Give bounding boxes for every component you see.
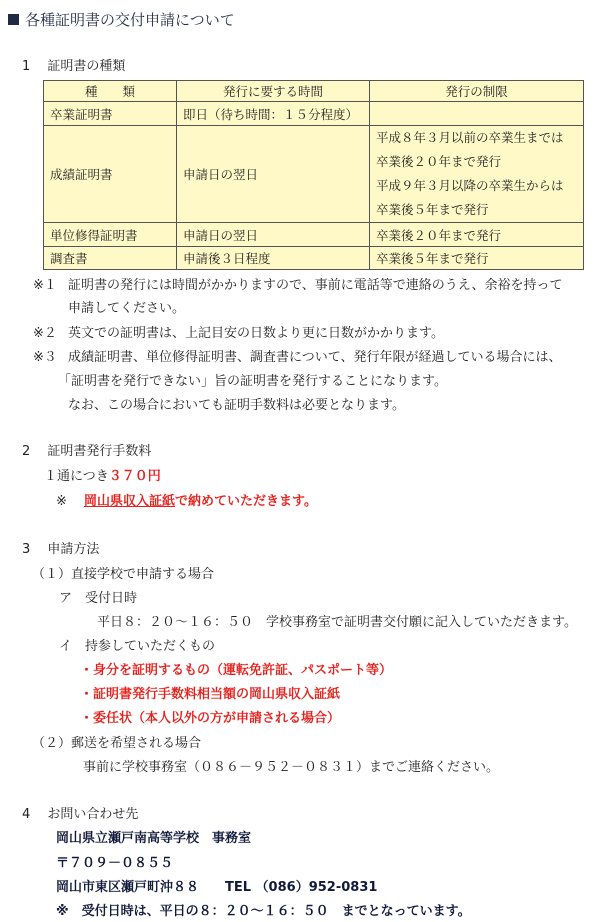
method2-text: 事前に学校事務室（０８６－９５２－０８３１）までご連絡ください。 xyxy=(83,760,500,775)
bring-item: ・証明書発行手数料相当額の岡山県収入証紙 xyxy=(80,687,341,702)
method1-i-label: イ 持参していただくもの xyxy=(59,639,216,654)
method1-a-text: 平日８：２０～１６：５０ 学校事務室で証明書交付願に記入していただきます。 xyxy=(97,615,577,630)
section3-heading: 3 申請方法 xyxy=(22,542,100,557)
fee-note xyxy=(84,493,317,511)
table-row xyxy=(44,247,584,270)
square-bullet-icon xyxy=(8,14,19,25)
contact-postal: 〒７０９－０８５５ xyxy=(56,856,174,871)
note-mark: ※２ xyxy=(33,326,57,341)
note-mark: ※３ xyxy=(33,350,57,365)
note-line: なお、この場合においても証明手数料は必要となります。 xyxy=(68,398,405,413)
cert-type: 調査書 xyxy=(44,247,177,270)
section1-heading: 1 証明書の種類 xyxy=(22,59,126,74)
table-header-row xyxy=(44,81,584,102)
cert-type: 成績証明書 xyxy=(44,126,177,223)
note-line: 英文での証明書は、上記目安の日数より更に日数がかかります。 xyxy=(68,326,444,341)
fee-line xyxy=(44,468,161,486)
table-row xyxy=(44,126,584,223)
limit-line: 卒業後５年まで発行 xyxy=(376,202,489,217)
limit-line: 卒業後２０年まで発行 xyxy=(376,154,502,169)
cert-type: 単位修得証明書 xyxy=(44,223,177,247)
note-line: 申請してください。 xyxy=(68,301,186,316)
cert-type: 卒業証明書 xyxy=(44,102,177,126)
bring-item: ・委任状（本人以外の方が申請される場合） xyxy=(80,711,341,726)
cert-time: 申請日の翌日 xyxy=(177,223,370,247)
contact-org: 岡山県立瀬戸南高等学校 事務室 xyxy=(56,831,252,846)
note-line: 「証明書を発行できない」旨の証明書を発行することになります。 xyxy=(58,374,447,389)
fee-prefix: １通につき xyxy=(44,469,109,484)
fee-amount: ３７０円 xyxy=(108,469,161,484)
table-header: 種 類 xyxy=(44,81,177,102)
cert-time: 申請後３日程度 xyxy=(177,247,370,270)
note-mark: ※１ xyxy=(33,278,57,293)
page-title xyxy=(8,9,235,30)
table-row xyxy=(44,223,584,247)
fee-note-rest: で納めていただきます。 xyxy=(175,494,317,509)
contact-note: ※ 受付日時は、平日の８：２０～１６：５０ までとなっています。 xyxy=(56,904,471,919)
fee-note-mark: ※ xyxy=(56,494,67,509)
note-line: 成績証明書、単位修得証明書、調査書について、発行年限が経過している場合には、 xyxy=(68,350,562,365)
method2-label: （２）郵送を希望される場合 xyxy=(32,736,202,751)
table-header: 発行の制限 xyxy=(370,81,584,102)
method1-a-label: ア 受付日時 xyxy=(59,591,138,606)
cert-limit xyxy=(370,126,584,223)
limit-line: 平成８年３月以前の卒業生までは xyxy=(376,130,564,145)
cert-limit xyxy=(370,102,584,126)
cert-limit: 卒業後５年まで発行 xyxy=(370,247,584,270)
contact-address: 岡山市東区瀬戸町沖８８ TEL （086）952-0831 xyxy=(56,880,378,895)
limit-line: 平成９年３月以降の卒業生からは xyxy=(376,178,564,193)
section4-heading: 4 お問い合わせ先 xyxy=(22,807,139,822)
note-line: 証明書の発行には時間がかかりますので、事前に電話等で連絡のうえ、余裕を持って xyxy=(68,278,563,293)
bring-item: ・身分を証明するもの（運転免許証、パスポート等） xyxy=(80,663,393,678)
method1-label: （１）直接学校で申請する場合 xyxy=(32,567,215,582)
certificate-table xyxy=(43,80,584,270)
section2-heading: 2 証明書発行手数料 xyxy=(22,444,152,459)
cert-limit: 卒業後２０年まで発行 xyxy=(370,223,584,247)
revenue-stamp-text: 岡山県収入証紙 xyxy=(84,494,176,509)
cert-time: 即日（待ち時間：１５分程度） xyxy=(177,102,370,126)
cert-time: 申請日の翌日 xyxy=(177,126,370,223)
table-row xyxy=(44,102,584,126)
table-header: 発行に要する時間 xyxy=(177,81,370,102)
page-title-text: 各種証明書の交付申請について xyxy=(25,11,235,29)
